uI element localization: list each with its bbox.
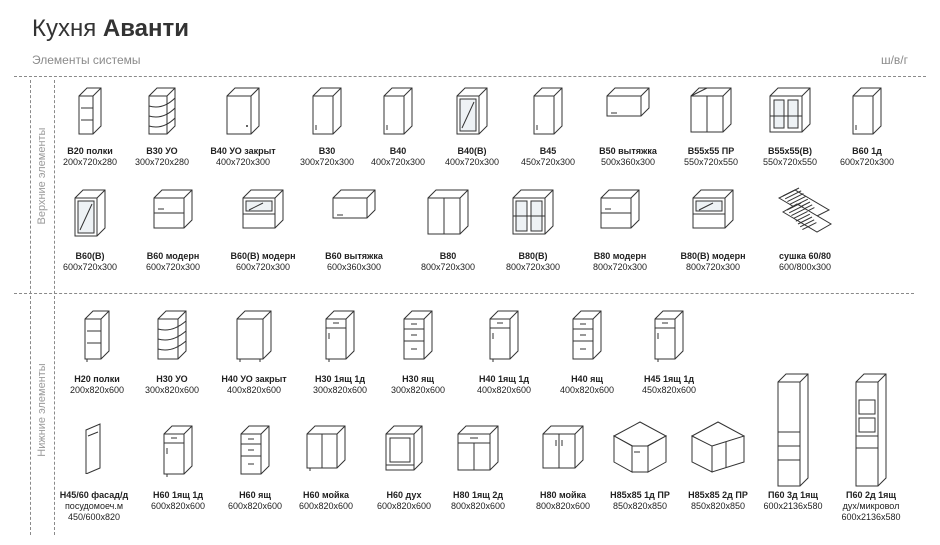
item-name: В60 вытяжка (325, 251, 383, 261)
item-size: 550x720x550 (683, 157, 739, 167)
item-size: 400x720x300 (370, 157, 426, 167)
item-name: В40 УО закрыт (210, 146, 276, 156)
item-size: 400x720x300 (215, 157, 271, 167)
item-name-line2: дух/микровол (842, 501, 900, 511)
item-size: 300x720x300 (299, 157, 355, 167)
item-name: В40 (389, 146, 407, 156)
item-size: 500x360x300 (600, 157, 656, 167)
item-size: 600x360x300 (326, 262, 382, 272)
title-light: Кухня (32, 15, 97, 42)
page-subtitle: Элементы системы (32, 53, 141, 67)
dish-rack-icon (750, 184, 860, 238)
item-size: 600x720x300 (839, 157, 895, 167)
item-name: Н60 мойка (302, 490, 350, 500)
item-name: В80 (439, 251, 457, 261)
item-name: В80 модерн (593, 251, 647, 261)
item-size: 400x720x300 (444, 157, 500, 167)
item-size: 300x820x600 (312, 385, 368, 395)
item-name: В60 1д (852, 146, 882, 156)
catalog-item (614, 374, 724, 396)
item-size: 800x720x300 (505, 262, 561, 272)
item-size: 800x820x600 (535, 501, 591, 511)
item-name: В55x55(В) (767, 146, 813, 156)
item-size: 850x820x850 (612, 501, 668, 511)
item-size: 450x720x300 (520, 157, 576, 167)
item-size: 300x820x600 (390, 385, 446, 395)
catalog-item (750, 251, 860, 273)
item-name: Н30 1ящ 1д (314, 374, 366, 384)
item-size: 800x820x600 (450, 501, 506, 511)
page-title (32, 14, 189, 44)
item-name: В40(В) (457, 146, 487, 156)
item-size: 600x820x600 (227, 501, 283, 511)
item-name: В80(В) модерн (680, 251, 746, 261)
item-size: 600x2136x580 (763, 501, 823, 511)
section-label-lower: Нижние элементы (36, 363, 48, 457)
item-name: Н85x85 1д ПР (610, 490, 670, 500)
item-size: 600x820x600 (376, 501, 432, 511)
item-size: 850x820x850 (690, 501, 746, 511)
wall-cabinet-icon (812, 82, 922, 140)
item-size: 800x720x300 (685, 262, 741, 272)
item-size: 200x820x600 (69, 385, 125, 395)
item-name: В60(В) модерн (230, 251, 296, 261)
title-bold: Аванти (102, 15, 190, 42)
item-name: В80(В) (518, 251, 548, 261)
item-size: 200x720x280 (62, 157, 118, 167)
item-size: 550x720x550 (762, 157, 818, 167)
item-name: Н30 ящ (402, 374, 434, 384)
item-name: В20 полки (67, 146, 113, 156)
item-name: В55x55 ПР (687, 146, 735, 156)
item-name: Н40 1ящ 1д (478, 374, 530, 384)
item-name: Н40 УО закрыт (221, 374, 287, 384)
tall-oven-cabinet-icon (816, 370, 926, 494)
item-name: Н45 1ящ 1д (643, 374, 695, 384)
item-size: 800x720x300 (420, 262, 476, 272)
item-name-line2: посудомоеч.м (64, 501, 124, 511)
divider-top (14, 76, 926, 77)
divider-middle (14, 293, 914, 294)
item-name: Н60 ящ (239, 490, 271, 500)
item-name: сушка 60/80 (778, 251, 832, 261)
item-name: Н60 1ящ 1д (152, 490, 204, 500)
item-name: П60 3д 1ящ (767, 490, 819, 500)
item-size: 300x720x280 (134, 157, 190, 167)
catalog-item (812, 146, 922, 168)
item-size: 400x820x600 (226, 385, 282, 395)
item-size: 450x820x600 (641, 385, 697, 395)
item-name: В60(В) (75, 251, 105, 261)
section-label-upper: Верхние элементы (36, 127, 48, 225)
item-name: В30 (318, 146, 336, 156)
item-name: Н20 полки (74, 374, 120, 384)
item-size: 600x820x600 (298, 501, 354, 511)
divider-left-a (30, 80, 31, 535)
item-size: 300x820x600 (144, 385, 200, 395)
item-size: 800x720x300 (592, 262, 648, 272)
item-name: Н85x85 2д ПР (688, 490, 748, 500)
item-size: 400x820x600 (559, 385, 615, 395)
item-name: Н80 1ящ 2д (452, 490, 504, 500)
item-name: В50 вытяжка (599, 146, 657, 156)
item-name: В30 УО (146, 146, 178, 156)
item-name: В60 модерн (146, 251, 200, 261)
item-size: 450/600x820 (67, 512, 121, 522)
base-drawer-door-icon (614, 305, 724, 365)
item-size: 600x720x300 (62, 262, 118, 272)
item-name: Н45/60 фасад/д (59, 490, 129, 500)
item-size: 600x720x300 (145, 262, 201, 272)
item-size: 600/800x300 (778, 262, 832, 272)
item-size: 400x820x600 (476, 385, 532, 395)
item-name: Н80 мойка (539, 490, 587, 500)
item-name: В45 (539, 146, 557, 156)
catalog-item (816, 490, 926, 523)
item-size: 600x720x300 (235, 262, 291, 272)
item-size: 600x820x600 (150, 501, 206, 511)
item-name: Н40 ящ (571, 374, 603, 384)
item-name: П60 2д 1ящ (845, 490, 897, 500)
item-name: Н60 дух (386, 490, 422, 500)
dimensions-legend: ш/в/г (880, 53, 908, 67)
item-size: 600x2136x580 (841, 512, 901, 522)
item-name: Н30 УО (156, 374, 188, 384)
